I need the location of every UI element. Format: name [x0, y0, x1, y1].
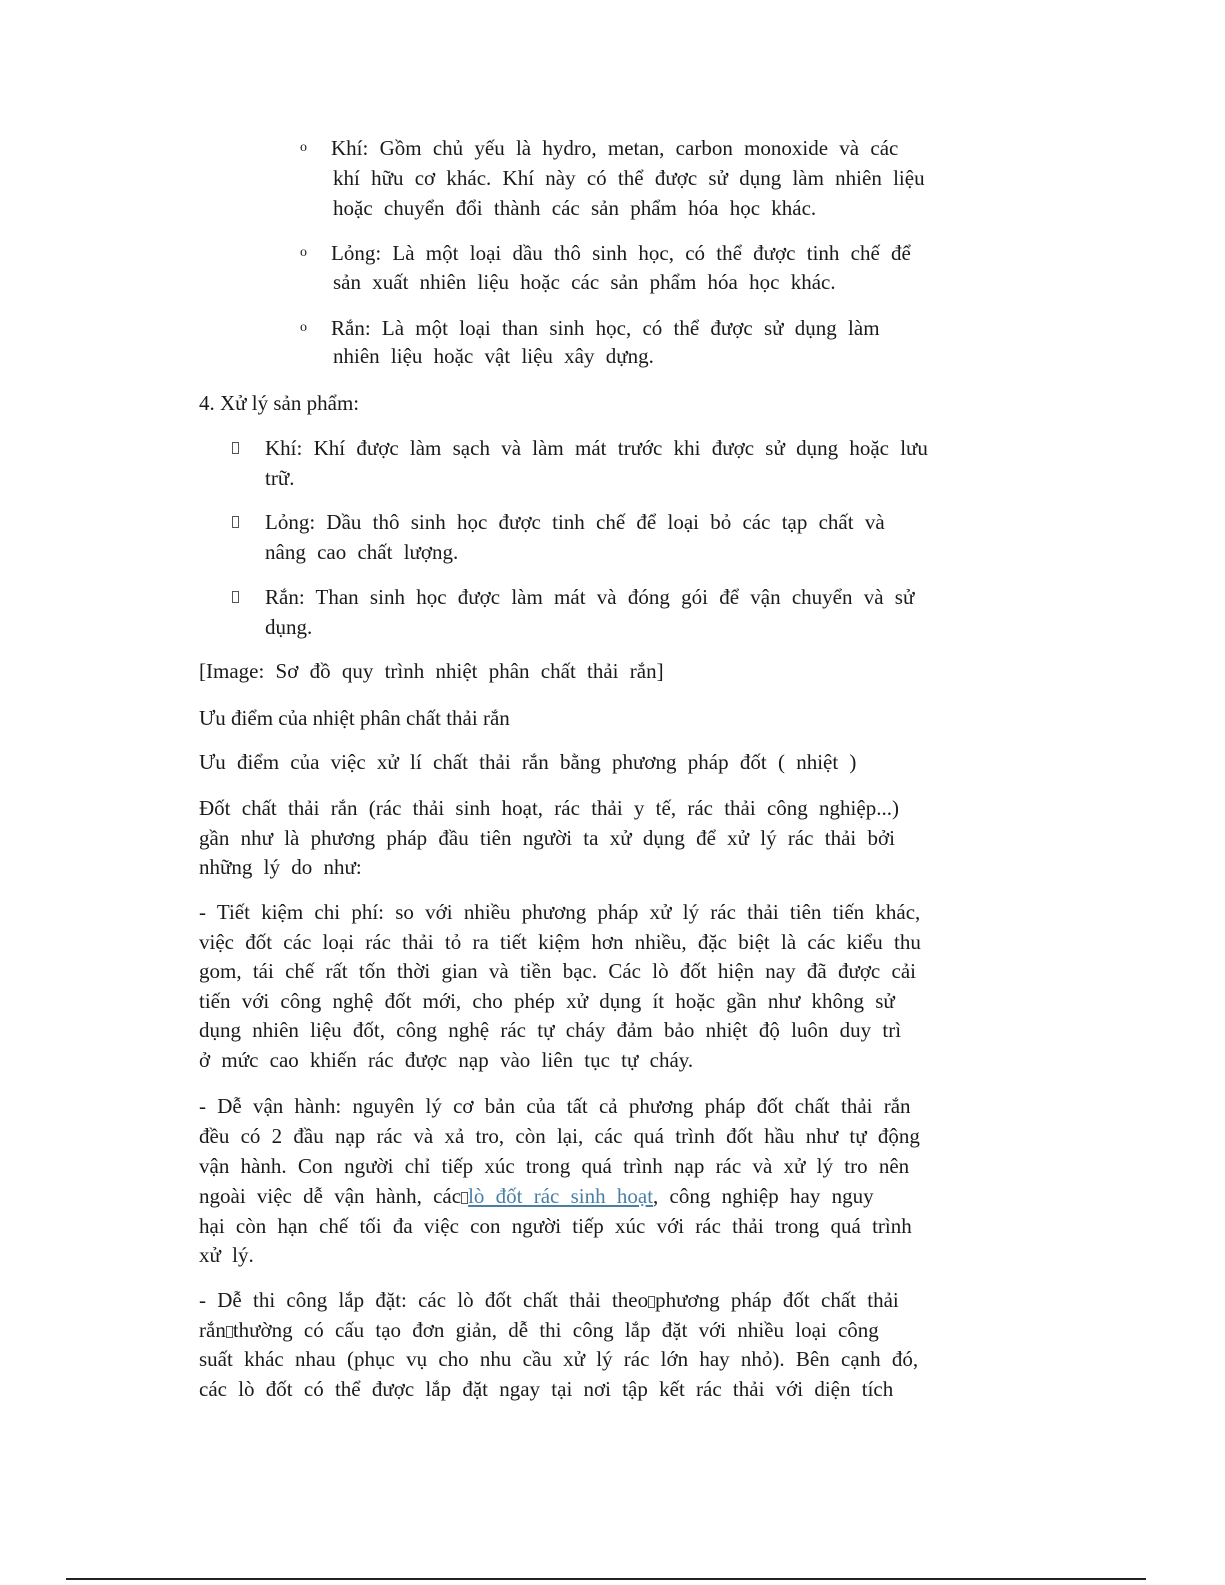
sub-item-ran-line-1: Rắn: Là một loại than sinh học, có thể được sử dụng làm: [331, 316, 880, 340]
step4-heading: 4. Xử lý sản phẩm:: [199, 391, 360, 415]
operate-line-5: hại còn hạn chế tối đa việc con người tiếp xúc với rác thải trong quá trình: [199, 1214, 912, 1238]
intro-line-2: gần như là phương pháp đầu tiên người ta xử dụng để xử lý rác thải bởi: [199, 826, 895, 850]
sub-item-khi-line-2: khí hữu cơ khác. Khí này có thể được sử dụng làm nhiên liệu: [333, 166, 925, 190]
step4-item-long-line-2: nâng cao chất lượng.: [265, 540, 459, 564]
cost-line-6: ở mức cao khiến rác được nạp vào liên tục tự cháy.: [199, 1048, 694, 1072]
intro-line-1: Đốt chất thải rắn (rác thải sinh hoạt, rác thải y tế, rác thải công nghiệp...): [199, 796, 899, 820]
operate-line-4: [199, 1182, 874, 1210]
sub-item-long-line-2: sản xuất nhiên liệu hoặc các sản phẩm hóa học khác.: [333, 270, 836, 294]
sub-bullet-2: o: [300, 245, 307, 260]
cost-line-5: dụng nhiên liệu đốt, công nghệ rác tự cháy đảm bảo nhiệt độ luôn duy trì: [199, 1018, 902, 1042]
heading-burning-method: Ưu điểm của việc xử lí chất thải rắn bằng phương pháp đốt ( nhiệt ): [199, 750, 857, 774]
square-bullet-icon: [232, 591, 239, 603]
cost-line-2: việc đốt các loại rác thải tỏ ra tiết kiệm hơn nhiều, đặc biệt là các kiểu thu: [199, 930, 921, 954]
operate-line-2: đều có 2 đầu nạp rác và xả tro, còn lại, các quá trình đốt hầu như tự động: [199, 1124, 920, 1148]
operate-line-1: - Dễ vận hành: nguyên lý cơ bản của tất cả phương pháp đốt chất thải rắn: [199, 1094, 911, 1118]
square-bullet-icon: [232, 442, 239, 454]
step4-item-khi-line-2: trữ.: [265, 466, 295, 490]
step4-item-long-line-1: Lỏng: Dầu thô sinh học được tinh chế để loại bỏ các tạp chất và: [265, 510, 885, 534]
cost-line-1: - Tiết kiệm chi phí: so với nhiều phương pháp xử lý rác thải tiên tiến khác,: [199, 900, 921, 924]
heading-advantages: Ưu điểm của nhiệt phân chất thải rắn: [199, 706, 510, 730]
install-line-2-start: rắn: [199, 1318, 226, 1342]
install-line-1-end: phương pháp đốt chất thải: [655, 1288, 899, 1312]
operate-line-6: xử lý.: [199, 1243, 254, 1267]
square-bullet-icon: [232, 516, 239, 528]
sub-item-khi-line-3: hoặc chuyển đổi thành các sản phẩm hóa học khác.: [333, 196, 817, 220]
sub-item-khi-line-1: Khí: Gồm chủ yếu là hydro, metan, carbon monoxide và các: [331, 136, 899, 160]
sub-bullet-3: o: [300, 320, 307, 335]
step4-item-khi-line-1: Khí: Khí được làm sạch và làm mát trước khi được sử dụng hoặc lưu: [265, 436, 928, 460]
missing-glyph-icon: [226, 1326, 233, 1338]
sub-item-long-line-1: Lỏng: Là một loại dầu thô sinh học, có thể được tinh chế để: [331, 241, 911, 265]
step4-item-ran-line-2: dụng.: [265, 615, 313, 639]
cost-line-3: gom, tái chế rất tốn thời gian và tiền bạc. Các lò đốt hiện nay đã được cải: [199, 959, 916, 983]
step4-item-ran-line-1: Rắn: Than sinh học được làm mát và đóng gói để vận chuyển và sử: [265, 585, 915, 609]
image-placeholder-caption: [Image: Sơ đồ quy trình nhiệt phân chất thải rắn]: [199, 659, 664, 683]
install-line-2: [199, 1316, 879, 1344]
link-lo-dot-rac-sinh-hoat[interactable]: lò đốt rác sinh hoạt: [468, 1184, 654, 1208]
cost-line-4: tiến với công nghệ đốt mới, cho phép xử dụng ít hoặc gần như không sử: [199, 989, 895, 1013]
missing-glyph-icon: [648, 1296, 655, 1308]
operate-line-4-end: , công nghiệp hay nguy: [653, 1184, 874, 1208]
install-line-3: suất khác nhau (phục vụ cho nhu cầu xử lý rác lớn hay nhỏ). Bên cạnh đó,: [199, 1347, 919, 1371]
operate-line-4-start: ngoài việc dễ vận hành, các: [199, 1184, 462, 1208]
missing-glyph-icon: [461, 1192, 468, 1204]
operate-line-3: vận hành. Con người chỉ tiếp xúc trong quá trình nạp rác và xử lý tro nên: [199, 1154, 910, 1178]
install-line-4: các lò đốt có thể được lắp đặt ngay tại nơi tập kết rác thải với diện tích: [199, 1377, 894, 1401]
intro-line-3: những lý do như:: [199, 855, 362, 879]
sub-item-ran-line-2: nhiên liệu hoặc vật liệu xây dựng.: [333, 344, 654, 368]
page-bottom-rule: [66, 1578, 1146, 1580]
install-line-2-end: thường có cấu tạo đơn giản, dễ thi công lắp đặt với nhiều loại công: [232, 1318, 879, 1342]
install-line-1: [199, 1286, 899, 1314]
sub-bullet-1: o: [300, 140, 307, 155]
install-line-1-start: - Dễ thi công lắp đặt: các lò đốt chất thải theo: [199, 1288, 649, 1312]
